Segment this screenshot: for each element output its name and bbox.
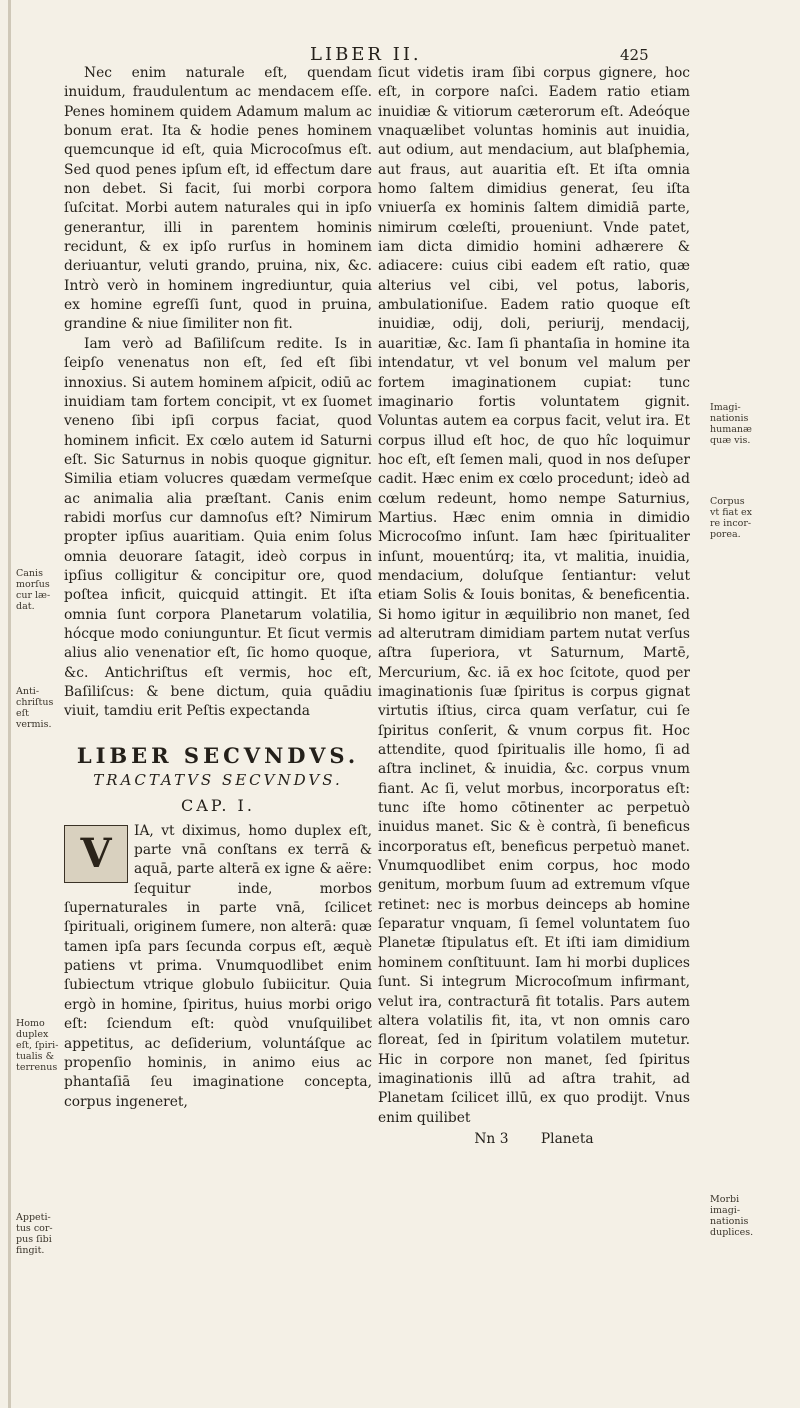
running-head: LIBER II. — [310, 44, 422, 65]
catchword: Planeta — [540, 1130, 594, 1147]
left-paragraph-3: IA, vt diximus, homo duplex eſt, parte vnā conſtans ex terrā & aquā, parte alterā ex igne & aëre: ſequitur inde, morbos ſupernaturales in parte vnā, ſcilicet ſpirituali, originem ſumere, non alterā: quæ tamen ipſa pars ſecunda corpus eſt, æquè patiens vt prima. Vnumquodlibet enim ſubiectum vtrique globulo ſubiicitur. Quia ergò in homine, ſpiritus, huius morbi origo eſt: ſciendum eſt: quòd vnuſquilibet appetitus, ac deſiderium, voluntáſque ac propenſio hominis, in animo eius ac phantaſiā ſeu imaginatione concepta, corpus ingeneret, — [64, 822, 372, 1110]
tractatus-title: TRACTATVS SECVNDVS. — [93, 771, 343, 790]
right-column — [378, 64, 690, 1149]
left-paragraph-1: Nec enim naturale eſt, quendam inuidum, fraudulentum ac mendacem eſſe. Penes hominem quidem Adamum malum ac bonum erat. Ita & hodie penes hominem quemcunque id eſt, quia Microcoſmus eſt. Sed quod penes ipſum eſt, id effectum dare non debet. Si facit, ſui morbi corpora ſuſcitat. Morbi autem naturales qui in ipſo generantur, illi in parentem hominis recidunt, & ex ipſo rurſus in hominem deriuantur, veluti grando, pruina, nix, &c. Intrò verò in hominem ingrediuntur, quia ex homine egreſſi ſunt, quod in pruina, grandine & niue ſimiliter non fit. — [64, 65, 372, 333]
marginal-note-morbi: Morbi imagi-nationis duplices. — [710, 1194, 754, 1238]
chapter-heading: CAP. I. — [181, 796, 255, 816]
decorated-initial: V — [64, 825, 128, 883]
right-paragraph-1: ſicut videtis iram ſibi corpus gignere, hoc eſt, in corpore naſci. Eadem ratio etiam inuidiæ & vitiorum cæterorum eſt. Adeóque vnaquælibet voluntas hominis aut inuidia, aut odium, aut mendacium, aut blaſphemia, aut fraus, aut auaritia eſt. Et iſta omnia homo ſaltem dimidius generat, ſeu iſta vniuerſa ex hominis ſaltem dimidiā parte, nimirum cœleſti, proueniunt. Vnde patet, iam dicta dimidio homini adhærere & adiacere: cuius cibi eadem eſt ratio, quæ alterius vel cibi, vel potus, laboris, ambulationiſue. Eadem ratio quoque eſt inuidiæ, odij, doli, periurij, mendacij, auaritiæ, &c. Iam ſi phantaſia in homine ita intendatur, vt vel bonum vel malum per fortem imaginationem cupiat: tunc imaginario fortis voluntatem gignit. Voluntas autem ea corpus facit, velut ira. Et corpus illud eſt hoc, de quo hîc loquimur hoc eſt, eſt ſemen mali, quod in nos deſuper cadit. Hæc enim ex cœlo procedunt; ideò ad cœlum redeunt, homo nempe Saturnius, Martius. Hæc enim omnia in dimidio Microcoſmo inſunt. Iam hæc ſpiritualiter inſunt, mouentúrq; ita, vt malitia, inuidia, mendacium, doluſque ſentiantur: velut etiam Solis & Iouis bonitas, & beneficentia. Si homo igitur in æquilibrio non manet, ſed ad alterutram dimidiam partem nutat verſus aſtra ſuperiora, vt Saturnum, Martē, Mercurium, &c. iā ex hoc ſcitote, quod per imaginationis ſuæ ſpiritus is corpus gignat virtutis iſtius, circa quam verſatur, cui ſe ſpiritus conſerit, & vnum corpus fit. Hoc attendite, quod ſpiritualis ille homo, ſi ad aſtra inclinet, & inuidia, &c. corpus vnum fiant. Ac ſi, velut morbus, incorporatus eſt: tunc iſte homo cōtinenter ac perpetuò inuidus manet. Sic & è contrà, ſi beneficus incorporatus eſt, beneficus perpetuò manet. Vnumquodlibet enim corpus, hoc modo genitum, morbum ſuum ad extremum vſque retinet: nec is morbus deinceps ab homine ſeparatur vnquam, ſi ſemel voluntatem ſuo Planetæ ſtipulatus eſt. Et iſti iam dimidium hominem conſtituunt. Iam hi morbi duplices ſunt. Si integrum Microcoſmum infirmant, velut ira, contracturā fit totalis. Pars autem altera volatilis fit, ita, vt non omnis caro floreat, ſed in ſpiritum volatilem mutetur. Hic in corpore non manet, ſed ſpiritus imaginationis illū ad aſtra trahit, ad Planetam ſcilicet illū, ex quo prodijt. Vnus enim quilibet — [378, 65, 690, 1126]
marginal-note-imaginatio: Imagi-nationis humanæ quæ vis. — [710, 402, 752, 446]
book-title: LIBER SECVNDVS. — [76, 742, 360, 768]
marginal-note-homo-duplex: Homo duplex eſt, ſpiri-tualis & terrenus — [16, 1018, 59, 1073]
marginal-note-antichristus: Anti-chriſtus eſt vermis. — [16, 686, 54, 730]
page-number: 425 — [620, 46, 649, 64]
signature-line — [378, 1130, 690, 1149]
signature-mark: Nn 3 — [474, 1130, 509, 1147]
marginal-note-corpus: Corpus vt fiat ex re incor-porea. — [710, 496, 753, 540]
marginal-note-appetitus: Appeti-tus cor-pus ſibi fingit. — [16, 1212, 53, 1256]
left-column — [64, 64, 372, 1112]
marginal-note-canis: Canis morſus cur læ-dat. — [16, 568, 51, 612]
page-edge — [8, 0, 11, 1408]
chapter-opening — [64, 822, 372, 1112]
left-paragraph-2: Iam verò ad Baſiliſcum redite. Is in ſeipſo venenatus non eſt, ſed eſt ſibi innoxius. Si autem hominem aſpicit, odiū ac inuidiam tam fortem concipit, vt ex ſuomet veneno ſibi ipſi corpus faciat, quod hominem inficit. Ex cœlo autem id Saturni eſt. Sic Saturnus in nobis quoque gignitur. Similia etiam volucres quædam vermeſque ac animalia alia præſtant. Canis enim rabidi morſus cur damnoſus eſt? Nimirum propter ipſius auaritiam. Quia enim ſolus omnia deuorare ſatagit, ideò corpus in ipſius colligitur & concipitur ore, quod poſtea inficit, quicquid attingit. Et iſta omnia ſunt corpora Planetarum volatilia, hócque modo coniunguntur. Et ſicut vermis alius alio venenatior eſt, ſic homo quoque, &c. Antichriſtus eſt vermis, hoc eſt, Baſiliſcus: & bene dictum, quia quādiu viuit, tamdiu erit Peſtis expectanda — [64, 335, 372, 720]
